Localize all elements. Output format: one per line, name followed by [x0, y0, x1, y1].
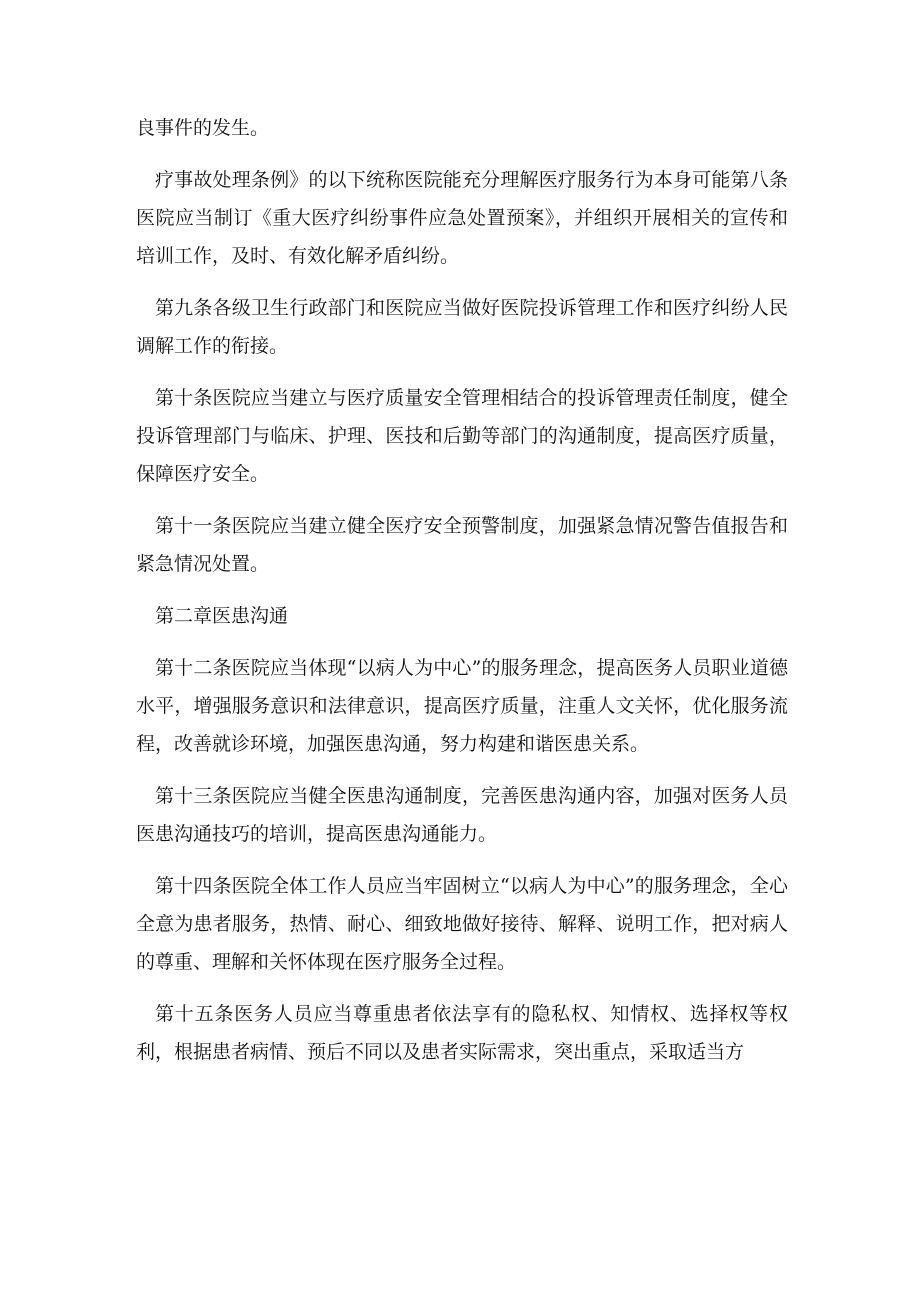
paragraph-article-8: 疗事故处理条例》的以下统称医院能充分理解医疗服务行为本身可能第八条医院应当制订《重大医疗纠纷事件应急处置预案》，并组织开展相关的宣传和培训工作，及时、有效化解矛盾纠纷。: [136, 169, 788, 267]
paragraph-article-12: 第十二条医院应当体现“以病人为中心”的服务理念，提高医务人员职业道德水平，增强服务意识和法律意识，提高医疗质量，注重人文关怀，优化服务流程，改善就诊环境，加强医患沟通，努力构建和谐医患关系。: [136, 657, 788, 755]
paragraph-article-11: 第十一条医院应当建立健全医疗安全预警制度，加强紧急情况警告值报告和紧急情况处置。: [136, 515, 788, 575]
paragraph-article-15: 第十五条医务人员应当尊重患者依法享有的隐私权、知情权、选择权等权利，根据患者病情、预后不同以及患者实际需求，突出重点，采取适当方: [136, 1003, 788, 1063]
paragraph-continuation: 良事件的发生。: [136, 117, 270, 139]
paragraph-article-10: 第十条医院应当建立与医疗质量安全管理相结合的投诉管理责任制度，健全投诉管理部门与临床、护理、医技和后勤等部门的沟通制度，提高医疗质量，保障医疗安全。: [136, 387, 788, 485]
chapter-heading: 第二章医患沟通: [155, 605, 289, 627]
paragraph-article-14: 第十四条医院全体工作人员应当牢固树立“以病人为中心”的服务理念，全心全意为患者服务，热情、耐心、细致地做好接待、解释、说明工作，把对病人的尊重、理解和关怀体现在医疗服务全过程。: [136, 875, 788, 973]
paragraph-article-9: 第九条各级卫生行政部门和医院应当做好医院投诉管理工作和医疗纠纷人民调解工作的衔接。: [136, 297, 788, 357]
paragraph-article-13: 第十三条医院应当健全医患沟通制度，完善医患沟通内容，加强对医务人员医患沟通技巧的培训，提高医患沟通能力。: [136, 785, 788, 845]
